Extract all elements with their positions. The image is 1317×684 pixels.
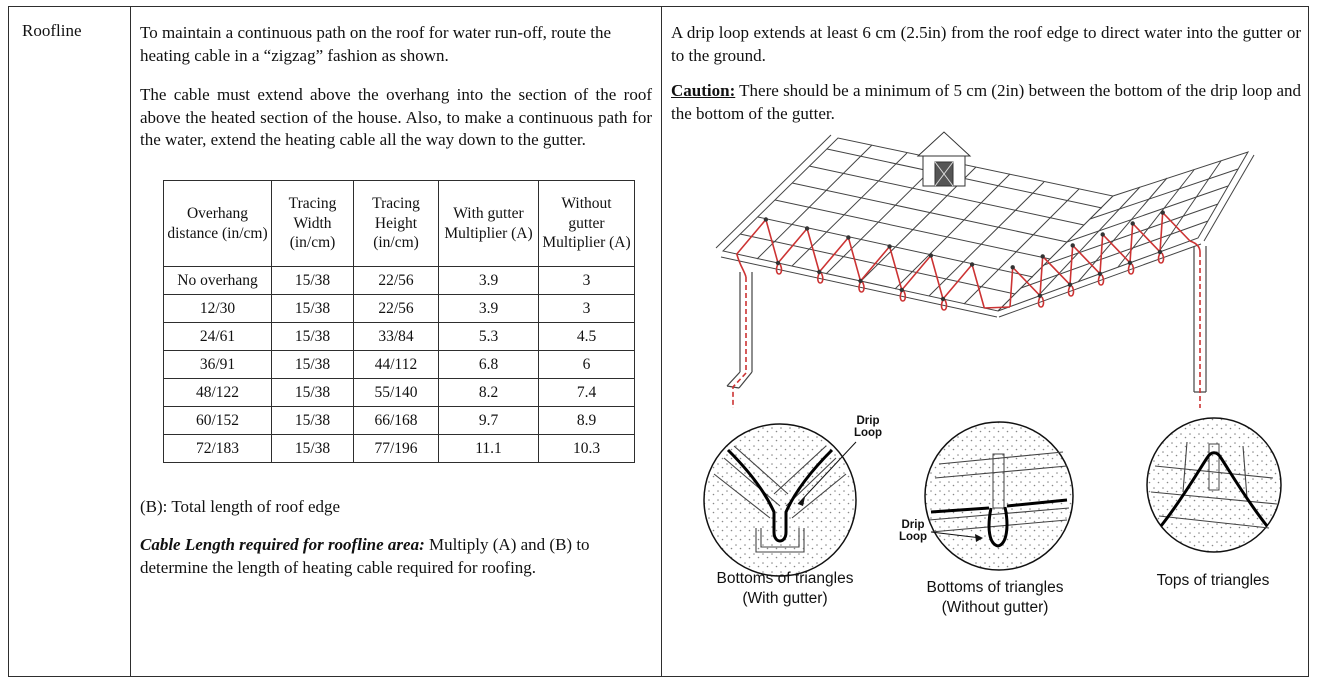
drip-loop-label-line1: Drip	[856, 415, 880, 427]
roof-illustration	[688, 126, 1300, 410]
table-row	[164, 351, 635, 379]
caption-tops-of-triangles	[1123, 571, 1303, 591]
table-row	[164, 407, 635, 435]
table-header-cell: Tracing Width (in/cm)	[272, 181, 354, 267]
table-cell: 72/183	[164, 435, 272, 463]
caution-paragraph	[671, 80, 1301, 125]
caption-line-2: (Without gutter)	[941, 599, 1049, 617]
caption-line-1: Bottoms of triangles	[926, 579, 1064, 596]
multiplier-table	[163, 180, 635, 463]
middle-paragraph-1: To maintain a continuous path on the roof for water run-off, route the heating cable in a “zigzag” fashion as shown.	[140, 23, 612, 65]
table-cell: 3.9	[439, 295, 539, 323]
detail-circle-without-gutter	[893, 408, 1088, 578]
caption-line-2: (With gutter)	[742, 590, 828, 608]
detail-circle-with-gutter	[698, 408, 893, 578]
detail-circle-outline	[704, 424, 856, 576]
table-cell: 15/38	[272, 323, 354, 351]
table-cell: 5.3	[439, 323, 539, 351]
table-cell: 3	[539, 295, 635, 323]
cable-length-note-label: Cable Length required for roofline area:	[140, 535, 425, 554]
table-cell: 36/91	[164, 351, 272, 379]
detail-circle-outline	[925, 422, 1073, 570]
table-cell: 11.1	[439, 435, 539, 463]
dormer	[918, 132, 970, 186]
table-cell: 66/168	[354, 407, 439, 435]
table-cell: 44/112	[354, 351, 439, 379]
caption-bottoms-with-gutter	[695, 569, 875, 609]
column-divider-2	[661, 6, 662, 677]
table-cell: 7.4	[539, 379, 635, 407]
cable-length-note	[140, 534, 652, 579]
roof-planes	[716, 135, 1254, 317]
caption-line-1: Bottoms of triangles	[716, 570, 854, 587]
table-cell: 6	[539, 351, 635, 379]
table-cell: 12/30	[164, 295, 272, 323]
table-row	[164, 379, 635, 407]
right-paragraph-1: A drip loop extends at least 6 cm (2.5in) from the roof edge to direct water into the gutter or to the ground.	[671, 23, 1301, 65]
table-cell: No overhang	[164, 267, 272, 295]
table-cell: 24/61	[164, 323, 272, 351]
table-header-row	[164, 181, 635, 267]
table-cell: 8.2	[439, 379, 539, 407]
table-cell: 15/38	[272, 351, 354, 379]
caution-label: Caution:	[671, 81, 736, 100]
caption-line-1: Tops of triangles	[1156, 572, 1270, 589]
table-cell: 33/84	[354, 323, 439, 351]
table-cell: 22/56	[354, 295, 439, 323]
table-cell: 3.9	[439, 267, 539, 295]
table-cell: 8.9	[539, 407, 635, 435]
table-header-cell: With gutter Multiplier (A)	[439, 181, 539, 267]
row-label-roofline: Roofline	[22, 21, 82, 40]
middle-paragraph-2: The cable must extend above the overhang into the section of the roof above the heated section of the house. Also, to make a continuous path for the water, extend the heating cable all the way down to the gutter.	[140, 85, 652, 150]
drip-loop-label-line2: Loop	[853, 427, 883, 439]
table-cell: 48/122	[164, 379, 272, 407]
table-cell: 22/56	[354, 267, 439, 295]
table-header-cell: Tracing Height (in/cm)	[354, 181, 439, 267]
table-cell: 15/38	[272, 267, 354, 295]
table-cell: 3	[539, 267, 635, 295]
table-cell: 10.3	[539, 435, 635, 463]
cable-enter-left-downspout	[737, 254, 746, 277]
table-cell: 4.5	[539, 323, 635, 351]
downspout-left	[727, 272, 752, 388]
table-row	[164, 267, 635, 295]
table-cell: 15/38	[272, 295, 354, 323]
multiplier-table-head	[164, 181, 635, 267]
table-header-cell: Without gutter Multiplier (A)	[539, 181, 635, 267]
table-row	[164, 323, 635, 351]
detail-circle-outline	[1147, 418, 1281, 552]
table-row	[164, 435, 635, 463]
note-total-roof-edge: (B): Total length of roof edge	[140, 497, 341, 516]
drip-loop-label-line1: Drip	[901, 519, 925, 531]
table-header-cell: Overhang distance (in/cm)	[164, 181, 272, 267]
table-cell: 77/196	[354, 435, 439, 463]
table-row	[164, 295, 635, 323]
cable-length-note-text: Multiply (A) and (B) to determine the length of heating cable required for roofing.	[140, 535, 590, 577]
caution-text: There should be a minimum of 5 cm (2in) between the bottom of the drip loop and the bottom of the gutter.	[671, 81, 1301, 123]
table-cell: 60/152	[164, 407, 272, 435]
multiplier-table-body	[164, 267, 635, 463]
detail-circle-tops	[1143, 414, 1285, 556]
table-cell: 15/38	[272, 407, 354, 435]
column-divider-1	[130, 6, 131, 677]
table-cell: 15/38	[272, 435, 354, 463]
table-cell: 6.8	[439, 351, 539, 379]
table-cell: 55/140	[354, 379, 439, 407]
table-cell: 15/38	[272, 379, 354, 407]
table-cell: 9.7	[439, 407, 539, 435]
cable-valley-run	[984, 307, 1010, 308]
drip-loop-label-line2: Loop	[898, 531, 928, 543]
caption-bottoms-without-gutter	[905, 578, 1085, 618]
